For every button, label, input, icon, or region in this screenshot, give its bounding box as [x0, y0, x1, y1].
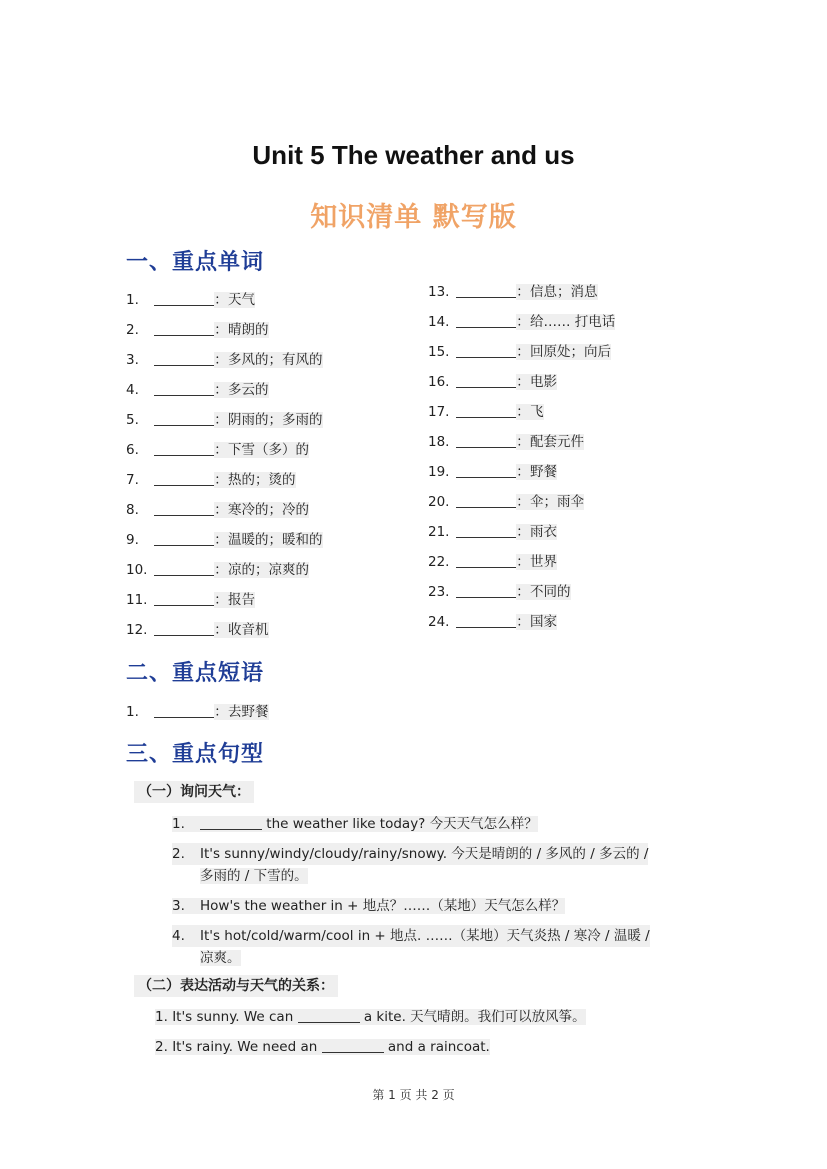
colon: ：: [516, 314, 530, 330]
word-blank[interactable]: [456, 583, 516, 598]
colon: ：: [214, 622, 228, 638]
word-number: 19.: [428, 464, 450, 480]
word-meaning: 温暖的；暖和的: [228, 532, 323, 548]
word-number: 4.: [126, 382, 139, 398]
colon: ：: [214, 532, 228, 548]
sentence-text: How's the weather in + 地点？……（某地）天气怎么样？: [200, 898, 566, 914]
word-meaning: 不同的: [530, 584, 571, 600]
sentence-item: [155, 1006, 586, 1028]
colon: ：: [214, 442, 228, 458]
word-number: 15.: [428, 344, 450, 360]
word-item: [428, 371, 557, 393]
word-blank[interactable]: [456, 373, 516, 388]
sentence-text: It's rainy. We need an: [172, 1039, 318, 1055]
word-number: 11.: [126, 592, 148, 608]
word-meaning: 野餐: [530, 464, 557, 480]
word-item: [126, 529, 323, 551]
word-meaning: 国家: [530, 614, 557, 630]
colon: ：: [214, 412, 228, 428]
colon: ：: [516, 494, 530, 510]
word-item: [126, 469, 296, 491]
sentence-text: a kite. 天气晴朗。我们可以放风筝。: [363, 1009, 586, 1025]
sentence-item: [172, 813, 538, 835]
word-blank[interactable]: [154, 441, 214, 456]
colon: ：: [214, 562, 228, 578]
word-meaning: 凉的；凉爽的: [228, 562, 309, 578]
word-meaning: 回原处；向后: [530, 344, 611, 360]
word-meaning: 世界: [530, 554, 557, 570]
phrase-number: 1.: [126, 704, 139, 720]
word-number: 9.: [126, 532, 139, 548]
word-item: [126, 349, 323, 371]
word-item: [126, 499, 309, 521]
word-number: 21.: [428, 524, 450, 540]
word-blank[interactable]: [154, 381, 214, 396]
sentence-text: the weather like today? 今天天气怎么样？: [266, 816, 538, 832]
colon: ：: [516, 464, 530, 480]
colon: ：: [214, 352, 228, 368]
word-blank[interactable]: [154, 321, 214, 336]
word-item: [126, 379, 269, 401]
word-item: [428, 581, 571, 603]
word-meaning: 给…… 打电话: [530, 314, 616, 330]
colon: ：: [214, 502, 228, 518]
word-blank[interactable]: [154, 291, 214, 306]
word-number: 12.: [126, 622, 148, 638]
word-number: 16.: [428, 374, 450, 390]
word-item: [428, 611, 557, 633]
colon: ：: [214, 322, 228, 338]
word-meaning: 阴雨的；多雨的: [228, 412, 323, 428]
word-item: [428, 551, 557, 573]
sentence-number: 2.: [172, 846, 185, 862]
word-meaning: 多风的；有风的: [228, 352, 323, 368]
word-item: [126, 559, 309, 581]
word-item: [126, 619, 269, 641]
word-blank[interactable]: [154, 411, 214, 426]
word-number: 18.: [428, 434, 450, 450]
word-number: 14.: [428, 314, 450, 330]
word-item: [428, 431, 584, 453]
colon: ：: [516, 374, 530, 390]
word-number: 23.: [428, 584, 450, 600]
phrase-blank[interactable]: [154, 703, 214, 718]
word-blank[interactable]: [456, 403, 516, 418]
sentence-blank[interactable]: [298, 1008, 360, 1023]
sentence-item: [172, 895, 565, 917]
sentence-text: and a raincoat.: [387, 1039, 490, 1055]
word-blank[interactable]: [154, 501, 214, 516]
word-blank[interactable]: [154, 591, 214, 606]
word-meaning: 多云的: [228, 382, 269, 398]
word-meaning: 飞: [530, 404, 544, 420]
word-item: [428, 281, 598, 303]
sentence-text: It's sunny. We can: [172, 1009, 294, 1025]
word-meaning: 热的；烫的: [228, 472, 296, 488]
sentence-text-cont: 凉爽。: [200, 950, 241, 966]
colon: ：: [516, 344, 530, 360]
word-number: 22.: [428, 554, 450, 570]
sentence-number: 1.: [155, 1009, 168, 1025]
word-meaning: 伞；雨伞: [530, 494, 584, 510]
word-blank[interactable]: [456, 463, 516, 478]
phrase-item: [126, 701, 269, 723]
section-heading-words: 一、重点单词: [126, 249, 265, 275]
sentence-number: 4.: [172, 928, 185, 944]
word-blank[interactable]: [456, 493, 516, 508]
word-blank[interactable]: [154, 351, 214, 366]
word-item: [126, 439, 309, 461]
colon: ：: [214, 382, 228, 398]
word-item: [126, 409, 323, 431]
sentence-number: 2.: [155, 1039, 168, 1055]
word-blank[interactable]: [456, 553, 516, 568]
colon: ：: [516, 284, 530, 300]
word-meaning: 雨衣: [530, 524, 557, 540]
colon: ：: [516, 404, 530, 420]
word-blank[interactable]: [154, 471, 214, 486]
word-item: [428, 491, 584, 513]
sub-heading-ask-weather: （一）询问天气：: [134, 781, 254, 803]
word-blank[interactable]: [154, 561, 214, 576]
colon: ：: [214, 292, 228, 308]
colon: ：: [214, 472, 228, 488]
colon: ：: [516, 524, 530, 540]
colon: ：: [516, 584, 530, 600]
word-meaning: 下雪（多）的: [228, 442, 309, 458]
colon: ：: [214, 704, 228, 720]
word-number: 10.: [126, 562, 148, 578]
word-item: [428, 401, 544, 423]
section-heading-phrases: 二、重点短语: [126, 660, 265, 686]
colon: ：: [516, 434, 530, 450]
word-blank[interactable]: [456, 283, 516, 298]
page-footer: 第 1 页 共 2 页: [372, 1088, 455, 1102]
sentence-blank[interactable]: [322, 1038, 384, 1053]
page-title: Unit 5 The weather and us: [252, 140, 575, 170]
word-meaning: 配套元件: [530, 434, 584, 450]
colon: ：: [214, 592, 228, 608]
word-blank[interactable]: [456, 433, 516, 448]
word-meaning: 晴朗的: [228, 322, 269, 338]
word-item: [126, 319, 269, 341]
colon: ：: [516, 614, 530, 630]
sentence-text: It's sunny/windy/cloudy/rainy/snowy. 今天是晴朗的 / 多风的 / 多云的 /: [200, 846, 649, 862]
word-number: 3.: [126, 352, 139, 368]
word-item: [126, 289, 255, 311]
word-number: 7.: [126, 472, 139, 488]
word-blank[interactable]: [154, 621, 214, 636]
word-blank[interactable]: [456, 523, 516, 538]
phrase-meaning: 去野餐: [228, 704, 269, 720]
sentence-number: 3.: [172, 898, 185, 914]
word-number: 17.: [428, 404, 450, 420]
word-item: [428, 461, 557, 483]
word-meaning: 收音机: [228, 622, 269, 638]
page-subtitle: 知识清单 默写版: [310, 202, 517, 233]
word-number: 5.: [126, 412, 139, 428]
sub-heading-activity-weather: （二）表达活动与天气的关系：: [134, 975, 338, 997]
sentence-text: It's hot/cold/warm/cool in + 地点. ……（某地）天气炎热 / 寒冷 / 温暖 /: [200, 928, 650, 944]
section-heading-sentences: 三、重点句型: [126, 741, 265, 767]
word-meaning: 天气: [228, 292, 255, 308]
word-number: 8.: [126, 502, 139, 518]
sentence-text-cont: 多雨的 / 下雪的。: [200, 868, 308, 884]
word-item: [428, 341, 611, 363]
sentence-blank[interactable]: [200, 815, 262, 830]
word-item: [126, 589, 255, 611]
sentence-item: [172, 925, 707, 969]
word-blank[interactable]: [456, 613, 516, 628]
word-blank[interactable]: [456, 343, 516, 358]
colon: ：: [516, 554, 530, 570]
word-number: 24.: [428, 614, 450, 630]
word-number: 6.: [126, 442, 139, 458]
word-item: [428, 521, 557, 543]
word-meaning: 寒冷的；冷的: [228, 502, 309, 518]
word-meaning: 信息；消息: [530, 284, 598, 300]
word-number: 1.: [126, 292, 139, 308]
word-item: [428, 311, 615, 333]
word-number: 20.: [428, 494, 450, 510]
word-blank[interactable]: [456, 313, 516, 328]
word-number: 2.: [126, 322, 139, 338]
word-meaning: 报告: [228, 592, 255, 608]
word-number: 13.: [428, 284, 450, 300]
sentence-item: [172, 843, 707, 887]
word-blank[interactable]: [154, 531, 214, 546]
sentence-number: 1.: [172, 816, 185, 832]
sentence-item: [155, 1036, 490, 1058]
word-meaning: 电影: [530, 374, 557, 390]
